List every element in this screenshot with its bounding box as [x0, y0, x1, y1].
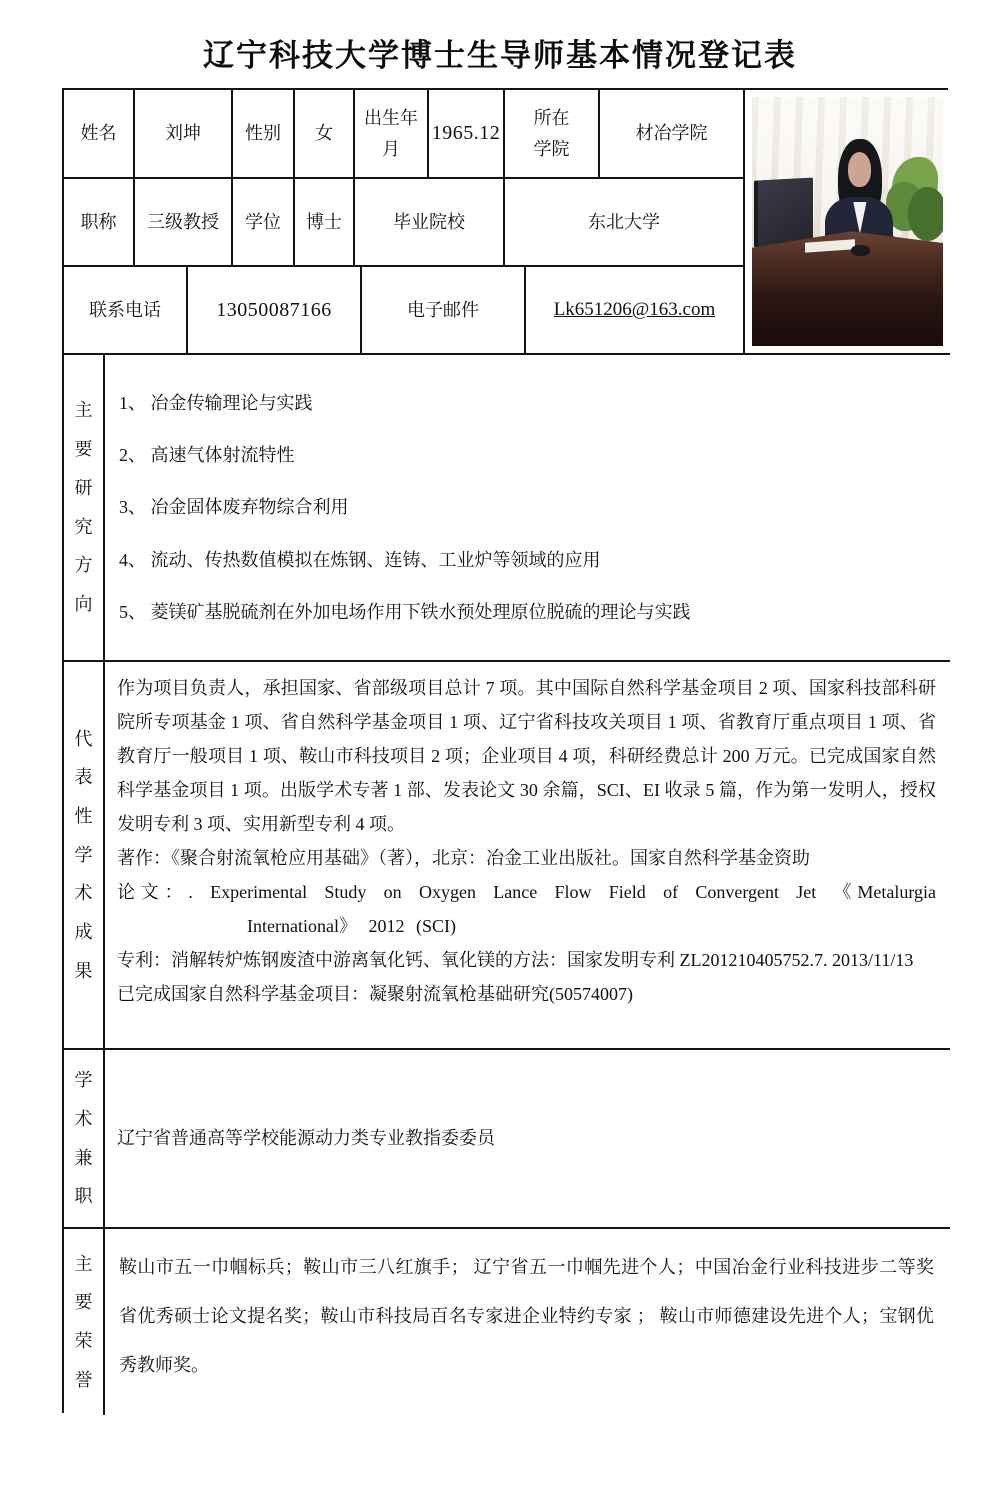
prof-title-value: 三级教授	[135, 179, 233, 267]
person-face	[848, 152, 872, 187]
achievements-section-label: 代表性学术成果	[64, 662, 105, 1050]
portrait-photo-cell	[745, 90, 950, 355]
achievements-patent-line: 专利：消解转炉炼钢废渣中游离氧化钙、氧化镁的方法：国家发明专利 ZL201210405752.7. 2013/11/13	[117, 950, 914, 970]
parttime-text: 辽宁省普通高等学校能源动力类专业教指委委员	[117, 1128, 495, 1149]
phone-value: 13050087166	[188, 267, 362, 355]
research-item: 2、 高速气体射流特性	[119, 445, 295, 466]
research-item: 5、 菱镁矿基脱硫剂在外加电场作用下铁水预处理原位脱硫的理论与实践	[119, 601, 691, 622]
info-table	[62, 88, 948, 1413]
name-label: 姓名	[64, 90, 135, 179]
achievements-projects-paragraph: 作为项目负责人，承担国家、省部级项目总计 7 项。其中国际自然科学基金项目 2 项、国家科技部科研院所专项基金 1 项、省自然科学基金项目 1 项、辽宁省科技攻关项目 1 项、省教育厅重点项目 1 项、省教育厅一般项目 1 项、鞍山市科技项目 2 项；企业项目 4 项，科研经费总计 200 万元。已完成国家自然科学基金项目 1 项。出版学术专著 1 部、发表论文 30 余篇，SCI、EI 收录 5 篇，作为第一发明人，授权发明专利 3 项、实用新型专利 4 项。	[117, 678, 936, 834]
email-label: 电子邮件	[362, 267, 526, 355]
email-value	[526, 267, 745, 355]
birth-label-text: 出生年月	[363, 107, 418, 159]
college-label-text: 所在学院	[533, 107, 570, 159]
parttime-section-label: 学术兼职	[64, 1050, 105, 1229]
birth-value: 1965.12	[429, 90, 505, 179]
degree-value: 博士	[295, 179, 355, 267]
college-value: 材冶学院	[600, 90, 745, 179]
email-link[interactable]: Lk651206@163.com	[553, 299, 716, 321]
birth-label	[355, 90, 429, 179]
phone-label: 联系电话	[64, 267, 188, 355]
portrait-photo	[752, 97, 943, 346]
degree-label: 学位	[233, 179, 295, 267]
page-title: 辽宁科技大学博士生导师基本情况登记表	[203, 38, 797, 73]
computer-monitor	[754, 178, 813, 248]
gender-label: 性别	[233, 90, 295, 179]
achievements-book-line: 著作：《聚合射流氧枪应用基础》（著），北京：冶金工业出版社。国家自然科学基金资助	[117, 848, 810, 868]
honors-text: 鞍山市五一巾帼标兵；鞍山市三八红旗手； 辽宁省五一巾帼先进个人；中国冶金行业科技进步二等奖 省优秀硕士论文提名奖；鞍山市科技局百名专家进企业特约专家 ； 鞍山市师德建设先进个人；宝钢优秀教师奖。	[119, 1257, 934, 1375]
achievements-section-content	[105, 662, 950, 1050]
name-value: 刘坤	[135, 90, 233, 179]
research-list	[105, 355, 950, 660]
college-label	[505, 90, 600, 179]
research-section-label: 主要研究方向	[64, 355, 105, 662]
research-item: 1、 冶金传输理论与实践	[119, 393, 313, 414]
achievements-fund-line: 已完成国家自然科学基金项目：凝聚射流氧枪基础研究(50574007)	[117, 984, 633, 1004]
achievements-text	[105, 662, 950, 1048]
honors-section-label: 主要荣誉	[64, 1229, 105, 1415]
parttime-section-content	[105, 1050, 950, 1229]
gender-value: 女	[295, 90, 355, 179]
school-value: 东北大学	[505, 179, 745, 267]
research-section-content	[105, 355, 950, 662]
research-item: 4、 流动、传热数值模拟在炼钢、连铸、工业炉等领域的应用	[119, 549, 601, 570]
prof-title-label: 职称	[64, 179, 135, 267]
research-item: 3、 冶金固体废弃物综合利用	[119, 497, 349, 518]
school-label: 毕业院校	[355, 179, 505, 267]
achievements-paper-line: 论文：. Experimental Study on Oxygen Lance Flow Field of Convergent Jet 《Metalurgia International》 2012 (SCI)	[117, 882, 936, 936]
honors-section-content	[105, 1229, 950, 1415]
